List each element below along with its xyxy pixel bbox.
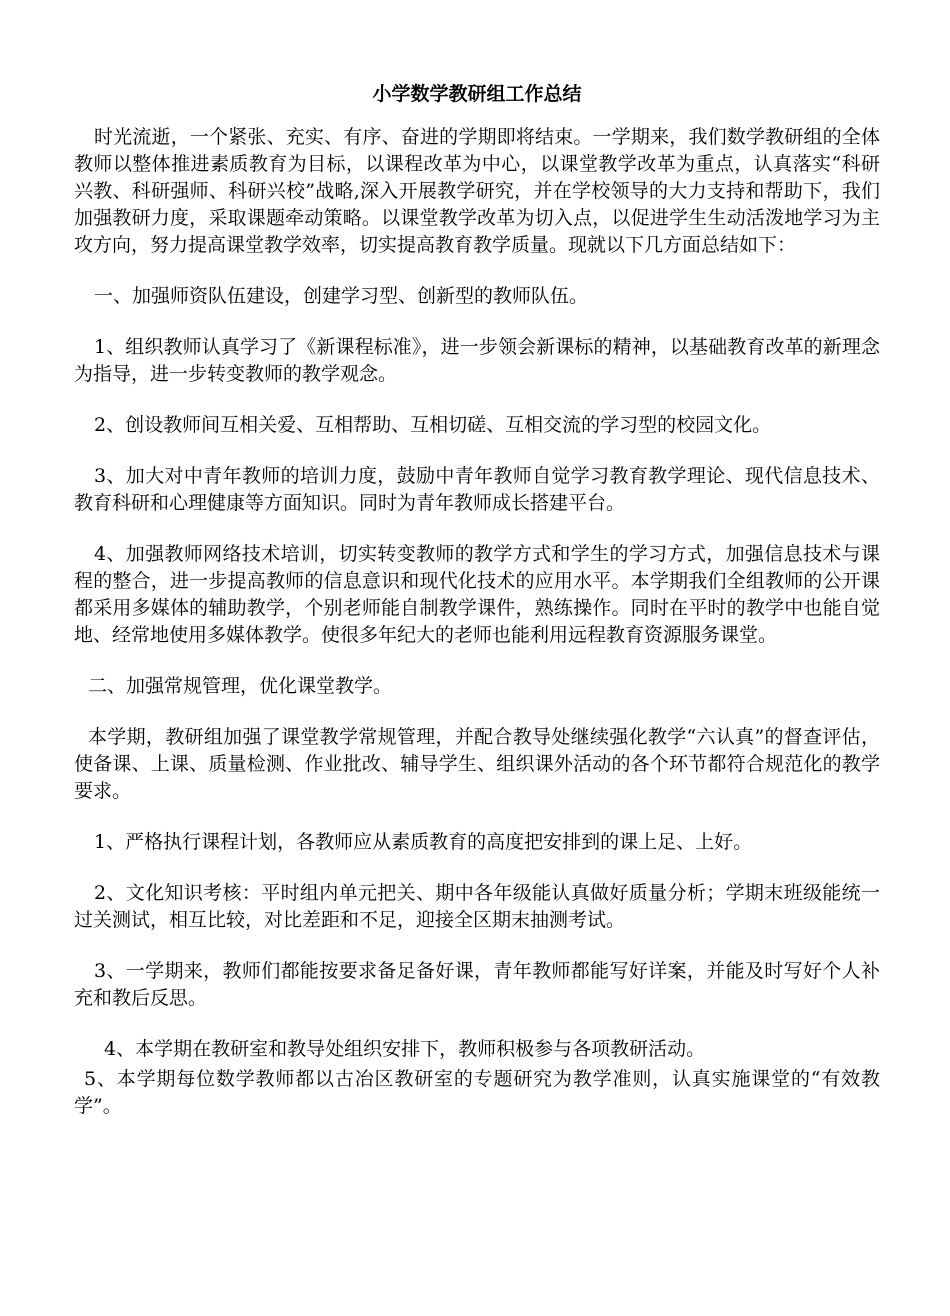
section-2-item-4: 4、本学期在教研室和教导处组织安排下，教师积极参与各项教研活动。 xyxy=(104,1038,706,1060)
section-1-item-4: 4、加强教师网络技术培训，切实转变教师的教学方式和学生的学习方式，加强信息技术与课程的整合，进一步提高教师的信息意识和现代化技术的应用水平。本学期我们全组教师的公开课都采用多媒体的辅助教学，个别老师能自制教学课件，熟练操作。同时在平时的教学中也能自觉地、经常地使用多媒体教学。使很多年纪大的老师也能利用远程教育资源服务课堂。 xyxy=(74,543,880,646)
section-2-item-1: 1、严格执行课程计划，各教师应从素质教育的高度把安排到的课上足、上好。 xyxy=(94,831,753,853)
document-title: 小学数学教研组工作总结 xyxy=(372,83,582,105)
section-2-heading: 二、加强常规管理，优化课堂教学。 xyxy=(88,675,393,697)
document-page xyxy=(74,80,880,1120)
section-2-intro: 本学期，教研组加强了课堂教学常规管理，并配合教导处继续强化教学“六认真”的督查评估，使备课、上课、质量检测、作业批改、辅导学生、组织课外活动的各个环节都符合规范化的教学要求。 xyxy=(74,726,880,802)
section-2-item-2: 2、文化知识考核：平时组内单元把关、期中各年级能认真做好质量分析；学期末班级能统一过关测试，相互比较，对比差距和不足，迎接全区期末抽测考试。 xyxy=(74,882,880,931)
section-1-heading: 一、加强师资队伍建设，创建学习型、创新型的教师队伍。 xyxy=(94,285,589,307)
section-1-item-1: 1、组织教师认真学习了《新课程标准》，进一步领会新课标的精神，以基础教育改革的新理念为指导，进一步转变教师的教学观念。 xyxy=(74,336,880,385)
section-1-item-2: 2、创设教师间互相关爱、互相帮助、互相切磋、互相交流的学习型的校园文化。 xyxy=(94,414,772,436)
section-2-item-5: 5、本学期每位数学教师都以古冶区教研室的专题研究为教学准则，认真实施课堂的“有效教学”。 xyxy=(74,1068,880,1117)
section-2-item-3: 3、一学期来，教师们都能按要求备足备好课，青年教师都能写好详案，并能及时写好个人补充和教后反思。 xyxy=(74,960,880,1009)
intro-paragraph: 时光流逝，一个紧张、充实、有序、奋进的学期即将结束。一学期来，我们数学教研组的全体教师以整体推进素质教育为目标，以课程改革为中心，以课堂教学改革为重点，认真落实“科研兴教、科研强师、科研兴校”战略,深入开展教学研究，并在学校领导的大力支持和帮助下，我们加强教研力度，采取课题牵动策略。以课堂教学改革为切入点，以促进学生生动活泼地学习为主攻方向，努力提高课堂教学效率，切实提高教育教学质量。现就以下几方面总结如下： xyxy=(74,126,880,256)
section-1-item-3: 3、加大对中青年教师的培训力度，鼓励中青年教师自觉学习教育教学理论、现代信息技术、教育科研和心理健康等方面知识。同时为青年教师成长搭建平台。 xyxy=(74,465,880,514)
